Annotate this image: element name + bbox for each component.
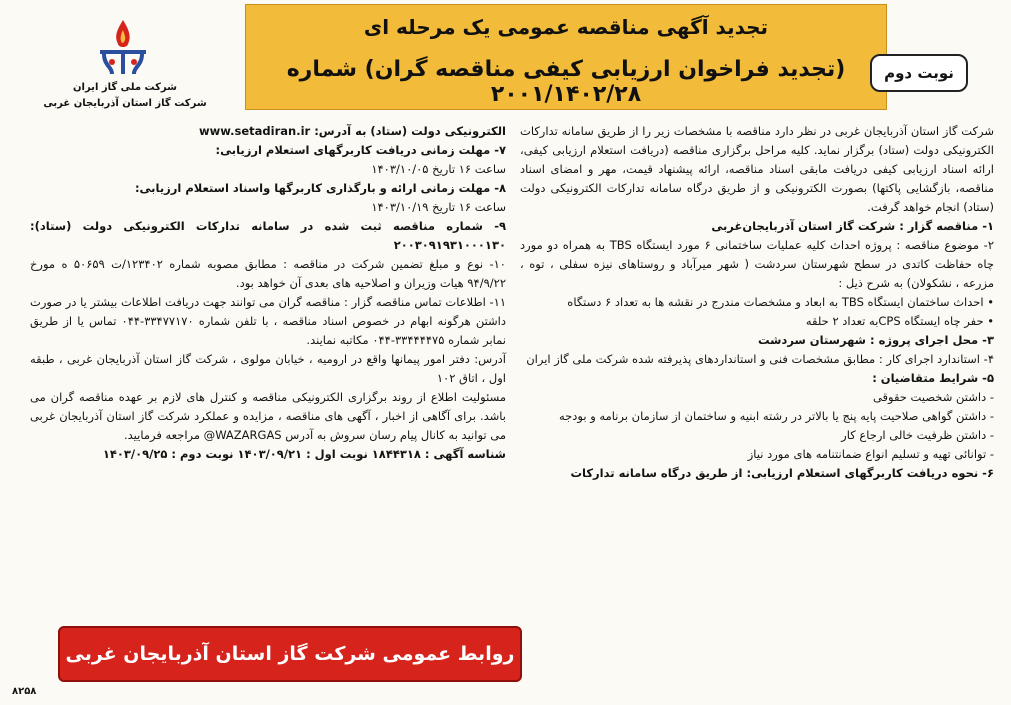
item-6-form-retrieval: ۶- نحوه دریافت کاربرگهای استعلام ارزیابی: از طریق درگاه سامانه تدارکات [570, 466, 994, 480]
item-5-applicant-conditions: ۵- شرایط متقاضیان : [872, 371, 994, 385]
intro-paragraph: شرکت گاز استان آذربایجان غربی در نظر دارد مناقصه با مشخصات زیر را از طریق سامانه تدارکات الکترونیکی دولت (ستاد) برگزار نماید. کلیه مراحل برگزاری مناقصه (دریافت استعلام ارزیابی کیفی، ارائه اسناد ارزیابی کیفی دریافت مابقی اسناد مناقصه، ارائه پیشنهاد قیمت، مهر و امضای اسناد مناقصه، بازگشایی پاکتها) بصورت الکترونیکی و از طریق درگاه سامانه تدارکات الکترونیکی دولت (ستاد) انجام خواهد گرفت. [520, 124, 994, 214]
responsibility-note: مسئولیت اطلاع از روند برگزاری الکترونیکی مناقصه و کنترل های لازم بر عهده مناقصه گران می باشد. برای آگاهی از اخبار ، آگهی های مناقصه ، مزایده و عملکرد شرکت گاز استان آذربایجان غربی می توانید به کانال پیام رسان سروش به آدرس WAZARGAS@ مراجعه فرمایید. [30, 390, 506, 442]
setad-address-line: الکترونیکی دولت (ستاد) به آدرس: www.setadiran.ir [199, 124, 506, 138]
notice-code: ۸۲۵۸ [12, 686, 37, 697]
notice-title: تجدید آگهی مناقصه عمومی یک مرحله ای [363, 15, 769, 39]
public-relations-banner: روابط عمومی شرکت گاز استان آذربایجان غربی [58, 626, 522, 682]
item-10-guarantee: ۱۰- نوع و مبلغ تضمین شرکت در مناقصه : مطابق مصوبه شماره ۱۲۳۴۰۲/ت ۵۰۶۵۹ ه مورخ ۹۴/۹/۲۲ هیات وزیران و اصلاحیه های بعدی آن خواهد بود. [30, 257, 506, 290]
logo-province-company-name: شرکت گاز استان آذربایجان غربی [43, 98, 207, 109]
item-2-bullet-2: • حفر چاه ایستگاه CPSبه تعداد ۲ حلقه [805, 314, 994, 328]
company-logo [30, 18, 230, 118]
turn-badge: نوبت دوم [870, 54, 968, 92]
item-9-tender-number: ۹- شماره مناقصه ثبت شده در سامانه تدارکات الکترونیکی دولت (ستاد): ۲۰۰۳۰۹۱۹۳۱۰۰۰۱۳۰ [30, 219, 506, 252]
item-7-form-deadline: ۷- مهلت زمانی دریافت کاربرگهای استعلام ارزیابی: [215, 143, 506, 157]
item-3-project-location: ۳- محل اجرای پروژه : شهرستان سردشت [757, 333, 994, 347]
item-7-deadline-date: ساعت ۱۶ تاریخ ۱۴۰۳/۱۰/۰۵ [371, 162, 506, 176]
item-2-bullet-1: • احداث ساختمان ایستگاه TBS به ابعاد و مشخصات مندرج در نقشه ها به تعداد ۶ دستگاه [567, 295, 994, 309]
notice-subtitle: (تجدید فراخوان ارزیابی کیفی مناقصه گران) شماره ۲۰۰۱/۱۴۰۲/۲۸ [286, 57, 846, 107]
notice-id-and-dates: شناسه آگهی : ۱۸۴۴۳۱۸ نوبت اول : ۱۴۰۳/۰۹/۲۱ نوبت دوم : ۱۴۰۳/۰۹/۲۵ [102, 447, 506, 461]
notice-left-column [30, 122, 506, 464]
item-11-contact-info: ۱۱- اطلاعات تماس مناقصه گزار : مناقصه گران می توانند جهت دریافت اطلاعات بیشتر یا در صورت داشتن هرگونه ابهام در خصوص اسناد مناقصه ، با تلفن شماره ۳۳۴۷۷۱۷۰-۰۴۴ تماس یا از طریق نمابر شماره ۳۳۴۴۴۴۷۵-۰۴۴ مکاتبه نمایند. [30, 295, 506, 347]
item-1-tender-holder: ۱- مناقصه گزار : شرکت گاز استان آذربایجان‌غربی [711, 219, 994, 233]
gas-flame-logo-icon [92, 18, 154, 78]
condition-3: - داشتن ظرفیت خالی ارجاع کار [841, 428, 994, 442]
item-8-upload-deadline: ۸- مهلت زمانی ارائه و بارگذاری کاربرگها واسناد استعلام ارزیابی: [134, 181, 506, 195]
condition-4: - توانائی تهیه و تسلیم انواع ضمانتنامه های مورد نیاز [747, 447, 994, 461]
condition-1: - داشتن شخصیت حقوقی [872, 390, 994, 404]
logo-company-name: شرکت ملی گاز ایران [73, 82, 177, 93]
notice-header [245, 4, 887, 110]
item-4-standard: ۴- استاندارد اجرای کار : مطابق مشخصات فنی و استانداردهای پذیرفته شده شرکت ملی گاز ایران [526, 352, 994, 366]
item-2-tender-subject: ۲- موضوع مناقصه : پروژه احداث کلیه عملیات ساختمانی ۶ مورد ایستگاه TBS به همراه دو مورد چاه حفاظت کاتدی در سطح شهرستان سردشت ( شهر میرآباد و روستاهای نیزه سفلی ، توه ، مزرعه ، نشکولان) به شرح ذیل : [520, 238, 995, 290]
condition-2: - داشتن گواهی صلاحیت پایه پنج یا بالاتر در رشته ابنیه و ساختمان از سازمان برنامه و بودجه [559, 409, 994, 423]
office-address: آدرس: دفتر امور پیمانها واقع در ارومیه ، خیابان مولوی ، شرکت گاز استان آذربایجان غربی ، طبقه اول ، اتاق ۱۰۲ [30, 352, 506, 385]
item-8-deadline-date: ساعت ۱۶ تاریخ ۱۴۰۳/۱۰/۱۹ [371, 200, 506, 214]
notice-right-column [520, 122, 994, 483]
